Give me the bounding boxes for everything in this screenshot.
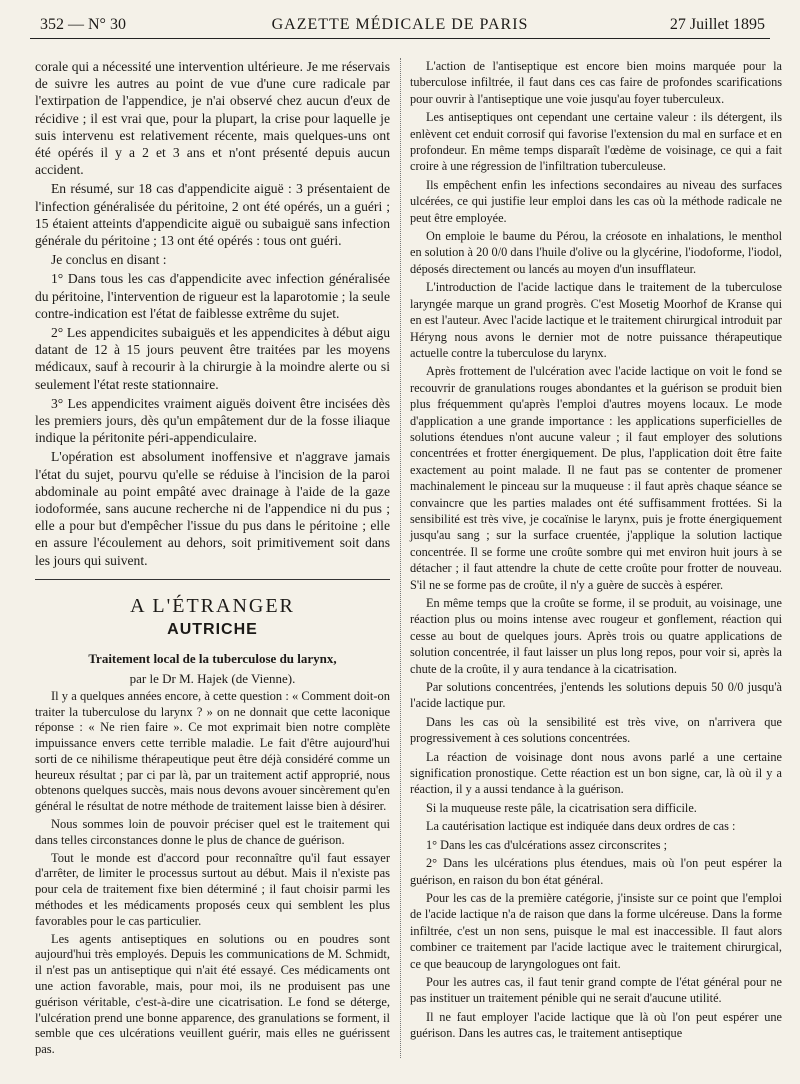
- article-paragraph: Nous sommes loin de pouvoir préciser quel est le traitement qui dans telles circonstances donne le plus de chance de guérison.: [35, 817, 390, 847]
- right-paragraph: 1° Dans les cas d'ulcérations assez circonscrites ;: [426, 837, 668, 852]
- left-column: [35, 58, 390, 1060]
- page-header: [30, 12, 770, 39]
- left-paragraph: En résumé, sur 18 cas d'appendicite aiguë : 3 présentaient de l'infection généralisée du péritoine, 2 ont été opérés, un a guéri ; 15 étaient atteints d'appendicite aiguë ou subaiguë sans infection générale du péritoine ; 13 ont été opérés : tous ont guéri.: [35, 181, 390, 249]
- right-paragraph: Pour les autres cas, il faut tenir grand compte de l'état général pour ne pas instituer un traitement pénible qui ne serait d'aucune utilité.: [410, 974, 782, 1006]
- page-number: 352 — N° 30: [40, 16, 126, 33]
- left-paragraph: 1° Dans tous les cas d'appendicite avec infection généralisée du péritoine, l'intervention de rigueur est la laparotomie ; la seule contre-indication est l'état de faiblesse extrême du sujet.: [35, 271, 390, 321]
- article-title: Traitement local de la tuberculose du larynx,: [88, 651, 337, 667]
- right-paragraph: L'action de l'antiseptique est encore bien moins marquée pour la tuberculose infiltrée, il faut dans ces cas faire de profondes scarifications pour ouvrir à l'antiseptique une voie jusqu'au foyer tuberculeux.: [410, 59, 782, 106]
- left-paragraph: 3° Les appendicites vraiment aiguës doivent être incisées dès les premiers jours, dès qu'un empâtement dur de la fosse iliaque indique la péritonite péri-appendiculaire.: [35, 395, 390, 446]
- section-rule: [35, 579, 390, 580]
- left-paragraph: 2° Les appendicites subaiguës et les appendicites à début aigu datant de 12 à 15 jours peuvent être traitées par les moyens médicaux, sauf à recourir à la chirurgie à la moindre alerte ou si seulement l'état reste stationnaire.: [35, 325, 390, 392]
- right-paragraph: Après frottement de l'ulcération avec l'acide lactique on voit le fond se recouvrir de granulations rouges abondantes et la guérison se produit bien plus fréquemment qu'après l'emploi d'autres moyens locaux. Le mode d'application a une grande importance : les applications superficielles de solutions étendues n'ont aucune valeur ; il faut employer des solutions concentrées et frotter énergiquement. De plus, l'application doit être faite exactement au point malade. Il ne faut pas se contenter de promener machinalement le pinceau sur la muqueuse : il faut après chaque séance se convaincre que les parties malades ont été suffisamment frottées. Si la sensibilité est très vive, je cocaïnise le larynx, puis je frotte énergiquement jusqu'au sang ; sur la surface cruentée, j'applique la solution lactique concentrée. Il se forme une croûte sombre qui met environ huit jours à se détacher ; il faut attendre la chute de cette croûte pour frotter de nouveau. S'il ne se forme pas de croûte, il n'y a guère de succès à espérer.: [410, 364, 782, 592]
- right-paragraph: En même temps que la croûte se forme, il se produit, au voisinage, une réaction plus ou moins intense avec rougeur et gonflement, réaction qui cesse au bout de quelques jours. Après trois ou quatre applications de solution concentrée, il faut laisser un plus long repos, pour voir si, après la chute de la croûte, il y aura tendance à la cicatrisation.: [410, 596, 782, 676]
- right-paragraph: 2° Dans les ulcérations plus étendues, mais où l'on peut espérer la guérison, en raison du bon état général.: [410, 856, 782, 887]
- left-paragraph: L'opération est absolument inoffensive et n'aggrave jamais l'état du sujet, pourvu qu'elle se réduise à l'incision de la paroi abdominale au point empâté avec drainage à l'aide de la gaze iodoformée, sans aucune recherche ni de l'appendice ni du pus ; elle a pour but d'empêcher l'issue du pus dans le péritoine ; elle en assure l'écoulement au dehors, soit primitivement soit dans les jours qui suivent.: [35, 449, 390, 568]
- right-paragraph: La réaction de voisinage dont nous avons parlé a une certaine signification pronostique. Cette réaction est un bon signe, car, là où il y a réaction, il y a aussi tendance à la guérison.: [410, 749, 782, 797]
- journal-title: GAZETTE MÉDICALE DE PARIS: [271, 16, 529, 33]
- subsection-title: AUTRICHE: [167, 621, 258, 639]
- right-paragraph: Il ne faut employer l'acide lactique que là où l'on peut espérer une guérison. Dans les autres cas, le traitement antiseptique: [410, 1009, 782, 1041]
- article-paragraph: Il y a quelques années encore, à cette question : « Comment doit-on traiter la tuberculose du larynx ? » on ne donnait que cette laconique réponse : « Ne rien faire ». Ce mot exprimait bien notre complète impuissance envers cette terrible maladie. Le fait d'être aujourd'hui sorti de ce nihilisme thérapeutique peut être déjà considéré comme un heureux résultat ; par ci par là, par un traitement actif approprié, nous obtenons quelques succès, mais nous devons avouer sincèrement qu'en général le résultat de notre méthode de traitement laisse bien à désirer.: [35, 688, 390, 814]
- right-paragraph: Par solutions concentrées, j'entends les solutions depuis 50 0/0 jusqu'à l'acide lactique pur.: [410, 680, 782, 711]
- left-paragraph: Je conclus en disant :: [51, 252, 167, 268]
- article-paragraph: Tout le monde est d'accord pour reconnaître qu'il faut essayer d'arrêter, de limiter le processus surtout au début. Mais il n'existe pas pour cela de traitement fixe bien déterminé ; il faut choisir parmi les méthodes et les médicaments proposés ceux qui semblent les plus favorables pour le cas particulier.: [35, 850, 390, 928]
- right-paragraph: La cautérisation lactique est indiquée dans deux ordres de cas :: [426, 819, 736, 834]
- article-body: [35, 689, 390, 1058]
- right-paragraph: Pour les cas de la première catégorie, j'insiste sur ce point que l'emploi de l'acide lactique n'a de raison que dans la forme ulcéreuse. Dans la forme infiltrée, c'est un non sens, puisque le mal est inaccessible. Il faut alors combiner ce traitement par l'acide lactique avec le traitement chirurgical, ce que beaucoup de laryngologues ont fait.: [410, 890, 782, 971]
- right-paragraph: On emploie le baume du Pérou, la créosote en inhalations, le menthol en solution à 20 0/0 dans l'huile d'olive ou la glycérine, l'iodoforme, l'iodol, déposés directement ou lancés au moyen d'un insufflateur.: [410, 229, 782, 276]
- issue-date: 27 Juillet 1895: [669, 16, 765, 33]
- article-paragraph: Les agents antiseptiques en solutions ou en poudres sont aujourd'hui très employés. Depuis les communications de M. Schmidt, il n'est pas un antiseptique qui n'ait été essayé. Ces médicaments ont une action favorable, mais, pour moi, ils ne produisent pas une guérison véritable, c'est-à-dire une cicatrisation. Le fond se déterge, l'ulcération prend une bonne apparence, des granulations se forment, il semble que ces ulcérations veuillent guérir, mais elles ne guérissent pas.: [35, 931, 390, 1057]
- article-byline: par le Dr M. Hajek (de Vienne).: [129, 670, 296, 686]
- right-paragraph: Les antiseptiques ont cependant une certaine valeur : ils détergent, ils enlèvent cet enduit corrosif qui favorise l'extension du mal en surface et en profondeur. En même temps disparaît l'œdème de voisinage, ce qui a fait croire à une régression de l'infiltration tuberculeuse.: [410, 110, 782, 174]
- right-paragraph: L'introduction de l'acide lactique dans le traitement de la tuberculose laryngée marque un grand progrès. C'est Mosetig Moorhof de Kranse qui en est l'auteur. Avec l'acide lactique et le traitement chirurgical introduit par Héryng nous avons le dernier mot de notre puissance thérapeutique actuelle contre la tuberculose du larynx.: [410, 280, 782, 360]
- left-paragraph: corale qui a nécessité une intervention ultérieure. Je me réservais de suivre les autres au point de vue d'une cure radicale par l'extirpation de l'appendice, je n'ai observé chez aucun d'eux de récidive ; il est vrai que, pour la plupart, la crise pour laquelle je suis intervenu est relativement récente, mais quelques-uns ont été opérés il y a 2 et 3 ans et n'ont présenté depuis aucun accident.: [35, 59, 390, 178]
- section-title: A L'ÉTRANGER: [130, 594, 295, 617]
- right-paragraph: Dans les cas où la sensibilité est très vive, on n'arrivera que progressivement à ces solutions concentrées.: [410, 714, 782, 746]
- column-divider: [400, 58, 401, 1058]
- right-paragraph: Si la muqueuse reste pâle, la cicatrisation sera difficile.: [426, 800, 697, 815]
- right-paragraph: Ils empêchent enfin les infections secondaires au niveau des surfaces ulcérées, ce qui justifie leur emploi dans les cas où la méthode radicale ne peut être employée.: [410, 177, 782, 225]
- right-column: [410, 58, 782, 1044]
